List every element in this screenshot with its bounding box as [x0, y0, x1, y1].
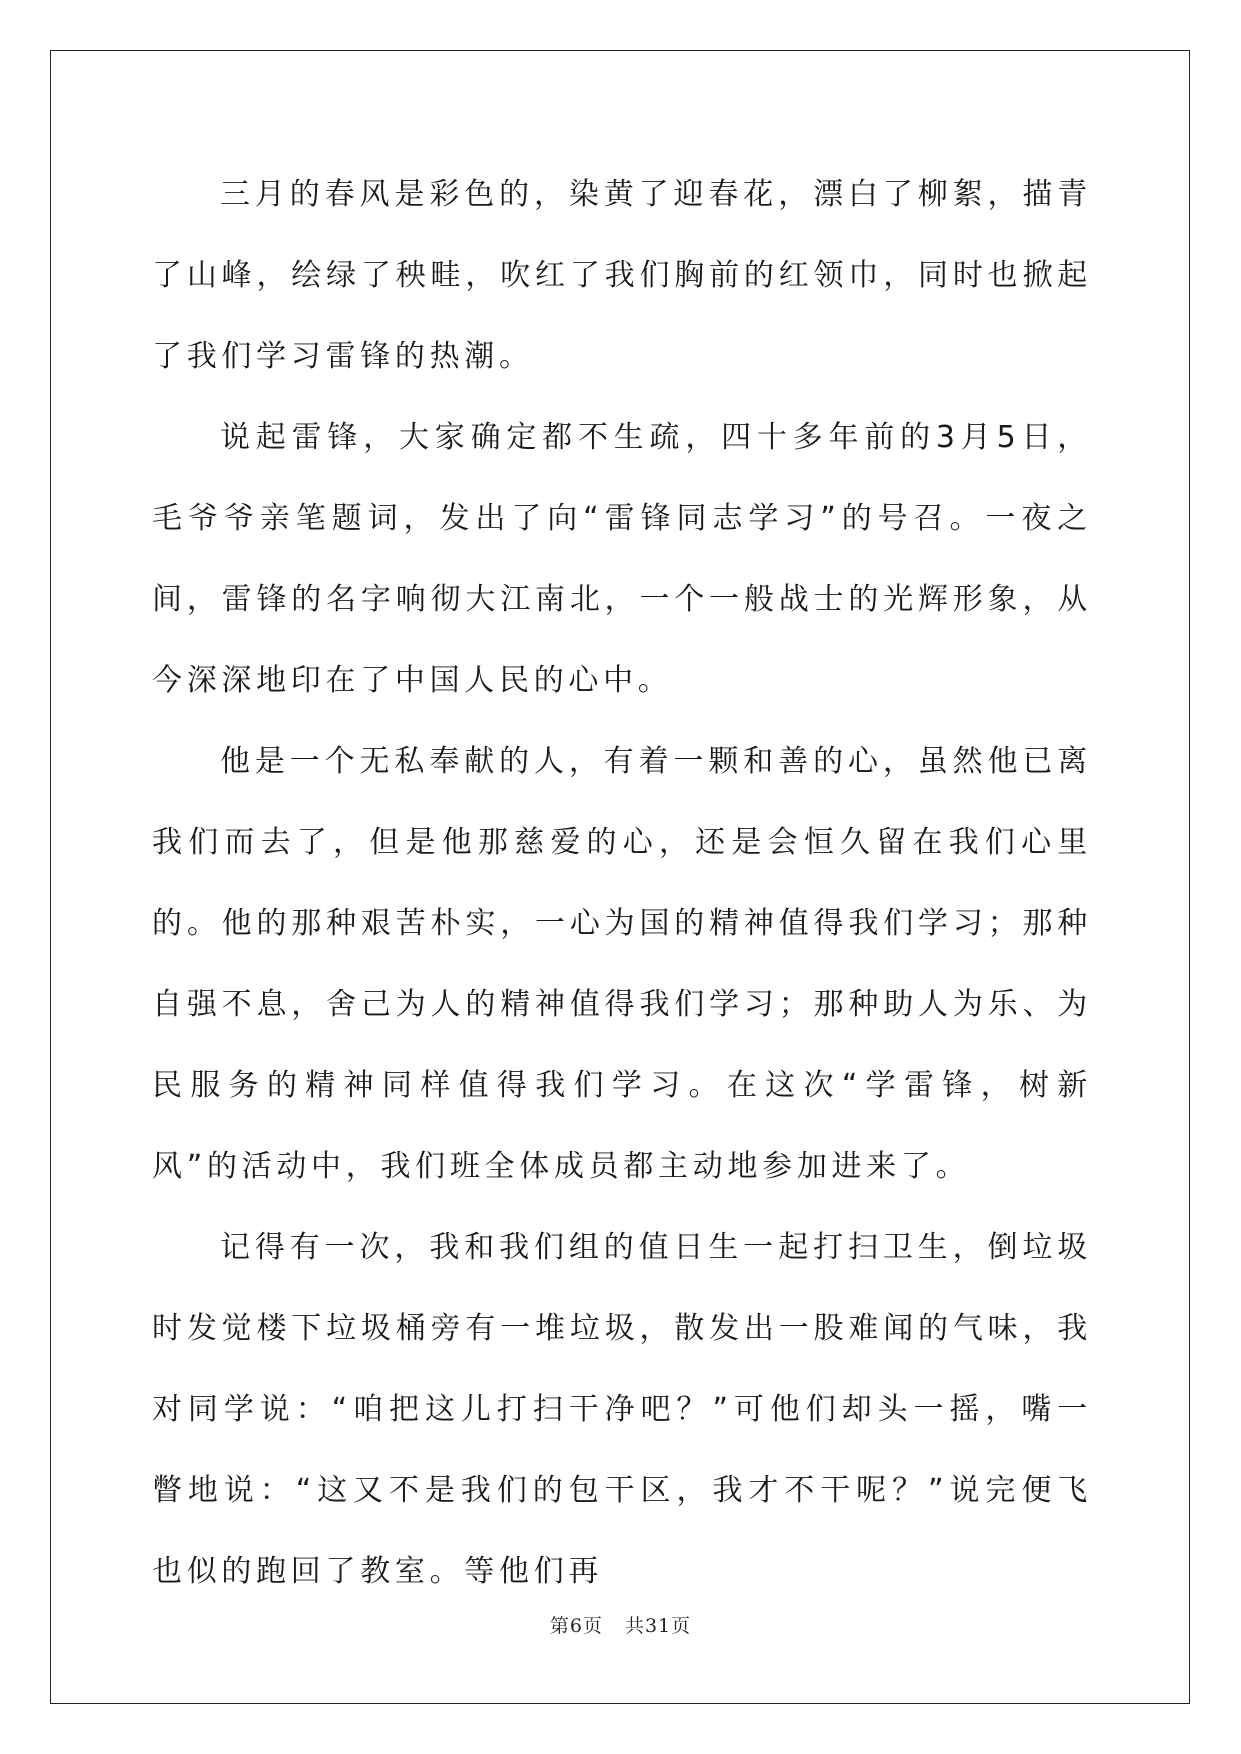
- page-footer: [0, 1611, 1241, 1638]
- document-body: [152, 154, 1092, 1612]
- paragraph-3: 他是一个无私奉献的人，有着一颗和善的心，虽然他已离我们而去了，但是他那慈爱的心，还是会恒久留在我们心里的。他的那种艰苦朴实，一心为国的精神值得我们学习；那种自强不息，舍己为人的精神值得我们学习；那种助人为乐、为民服务的精神同样值得我们学习。在这次“学雷锋，树新风”的活动中，我们班全体成员都主动地参加进来了。: [152, 744, 1092, 1184]
- paragraph-4: 记得有一次，我和我们组的值日生一起打扫卫生，倒垃圾时发觉楼下垃圾桶旁有一堆垃圾，散发出一股难闻的气味，我对同学说：“咱把这儿打扫干净吧？”可他们却头一摇，嘴一瞥地说：“这又不是我们的包干区，我才不干呢？”说完便飞也似的跑回了教室。等他们再: [152, 1230, 1092, 1589]
- paragraph-2: 说起雷锋，大家确定都不生疏，四十多年前的3月5日，毛爷爷亲笔题词，发出了向“雷锋同志学习”的号召。一夜之间，雷锋的名字响彻大江南北，一个一般战士的光辉形象，从今深深地印在了中国人民的心中。: [152, 420, 1092, 698]
- page-number: 第6页: [549, 1615, 603, 1637]
- paragraph-1: 三月的春风是彩色的，染黄了迎春花，漂白了柳絮，描青了山峰，绘绿了秧畦，吹红了我们胸前的红领巾，同时也掀起了我们学习雷锋的热潮。: [152, 177, 1092, 374]
- page-total: 共31页: [624, 1615, 692, 1637]
